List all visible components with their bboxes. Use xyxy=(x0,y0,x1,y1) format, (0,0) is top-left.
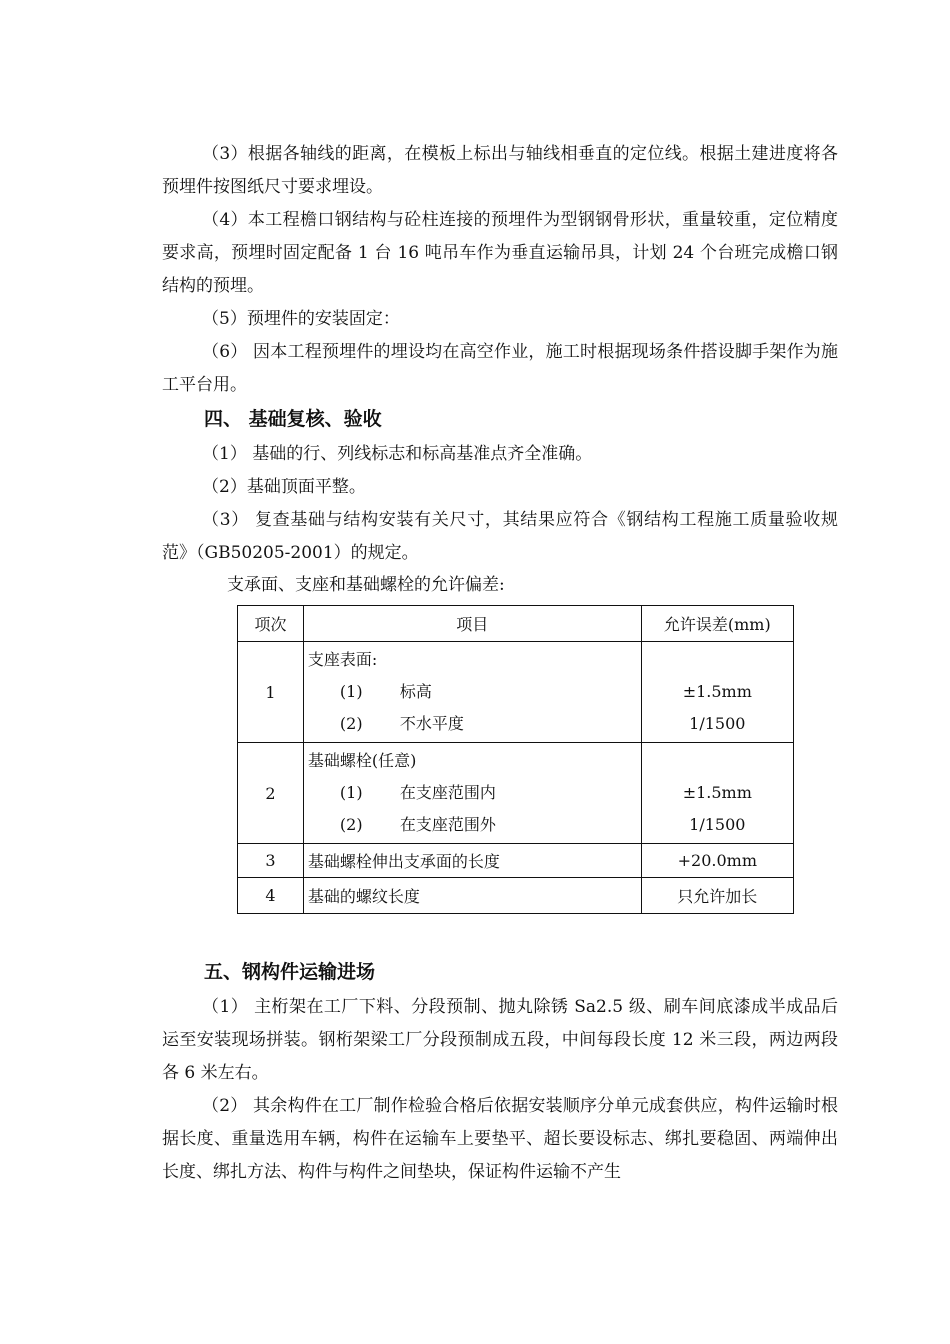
sub-tolerance: 1/1500 xyxy=(689,815,746,834)
row-item xyxy=(303,743,641,844)
table-row xyxy=(238,844,794,878)
row-item: 基础的螺纹长度 xyxy=(303,878,641,914)
paragraph-5-1: （1） 主桁架在工厂下料、分段预制、抛丸除锈 Sa2.5 级、刷车间底漆成半成品后运至安装现场拼装。钢桁架梁工厂分段预制成五段，中间每段长度 12 米三段，两边两段各 6 米左右。 xyxy=(162,997,838,1083)
paragraph-3-5: （5）预埋件的安装固定： xyxy=(202,309,400,329)
tolerance-table xyxy=(237,605,794,914)
header-no: 项次 xyxy=(238,606,304,642)
row-item xyxy=(303,642,641,743)
row-tolerance: 只允许加长 xyxy=(641,878,793,914)
row-tolerance xyxy=(641,642,793,743)
sub-tolerance: ±1.5mm xyxy=(682,682,752,701)
sub-item xyxy=(308,708,641,740)
sub-item-number: (1) xyxy=(339,783,363,802)
table-row xyxy=(238,878,794,914)
paragraph-5-2: （2） 其余构件在工厂制作检验合格后依据安装顺序分单元成套供应，构件运输时根据长度、重量选用车辆，构件在运输车上要垫平、超长要设标志、绑扎要稳固、两端伸出长度、绑扎方法、构件与构件之间垫块，保证构件运输不产生 xyxy=(162,1096,838,1182)
header-tolerance: 允许误差(mm) xyxy=(641,606,793,642)
paragraph-4-3: （3） 复查基础与结构安装有关尺寸，其结果应符合《钢结构工程施工质量验收规范》（GB50205-2001）的规定。 xyxy=(162,510,838,563)
sub-item xyxy=(308,676,641,708)
row-item: 基础螺栓伸出支承面的长度 xyxy=(303,844,641,878)
section-5-heading: 五、钢构件运输进场 xyxy=(204,961,376,983)
sub-item-number: (2) xyxy=(339,815,363,834)
paragraph-4-2: （2）基础顶面平整。 xyxy=(202,477,366,497)
sub-tolerance: ±1.5mm xyxy=(682,783,752,802)
paragraph-3-3: （3）根据各轴线的距离，在模板上标出与轴线相垂直的定位线。根据土建进度将各预埋件按图纸尺寸要求埋设。 xyxy=(162,144,838,197)
row-tolerance: +20.0mm xyxy=(641,844,793,878)
sub-tolerance: 1/1500 xyxy=(689,714,746,733)
paragraph-4-1: （1） 基础的行、列线标志和标高基准点齐全准确。 xyxy=(202,444,593,464)
paragraph-3-4: （4）本工程檐口钢结构与砼柱连接的预埋件为型钢钢骨形状，重量较重，定位精度要求高，预埋时固定配备 1 台 16 吨吊车作为垂直运输吊具，计划 24 个台班完成檐口钢结构的预埋。 xyxy=(162,210,838,296)
sub-item xyxy=(308,777,641,809)
row-no: 2 xyxy=(238,743,304,844)
sub-item-label: 在支座范围内 xyxy=(399,783,496,802)
row-item-title: 基础螺栓(任意) xyxy=(307,751,417,770)
table-row xyxy=(238,743,794,844)
row-item-title: 支座表面: xyxy=(307,650,378,669)
sub-item xyxy=(308,809,641,841)
table-row xyxy=(238,642,794,743)
sub-item-label: 不水平度 xyxy=(399,714,464,733)
section-4-heading: 四、 基础复核、验收 xyxy=(204,408,382,430)
sub-item-number: (1) xyxy=(339,682,363,701)
row-no: 1 xyxy=(238,642,304,743)
row-no: 4 xyxy=(238,878,304,914)
table-header-row xyxy=(238,606,794,642)
sub-item-label: 在支座范围外 xyxy=(399,815,496,834)
sub-item-label: 标高 xyxy=(399,682,432,701)
row-tolerance xyxy=(641,743,793,844)
header-item: 项目 xyxy=(303,606,641,642)
sub-item-number: (2) xyxy=(339,714,363,733)
table-caption: 支承面、支座和基础螺栓的允许偏差: xyxy=(227,575,505,595)
row-no: 3 xyxy=(238,844,304,878)
paragraph-3-6: （6） 因本工程预埋件的埋设均在高空作业，施工时根据现场条件搭设脚手架作为施工平台用。 xyxy=(162,342,838,395)
